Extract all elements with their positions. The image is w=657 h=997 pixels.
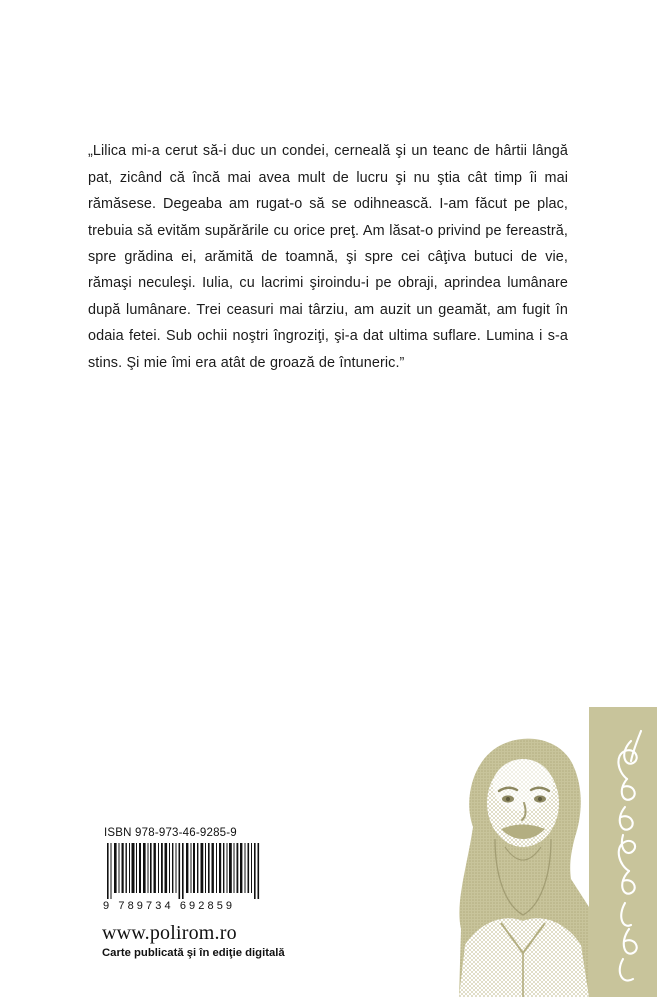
author-portrait	[439, 707, 589, 997]
author-signature-icon	[589, 707, 657, 997]
signature-strip	[589, 707, 657, 997]
barcode	[104, 843, 266, 899]
publisher-url: www.polirom.ro	[102, 922, 237, 944]
publisher-note: Carte publicată şi în ediţie digitală	[102, 947, 285, 959]
isbn-text: ISBN 978-973-46-9285-9	[104, 827, 237, 839]
barcode-icon	[104, 843, 266, 899]
barcode-digits: 9 789734 692859	[103, 900, 236, 912]
portrait-engraving-icon	[439, 707, 589, 997]
blurb-text: „Lilica mi-a cerut să-i duc un condei, cerneală şi un teanc de hârtii lângă pat, zicând că încă mai avea mult de lucru şi nu ştia cât timp îi mai rămăsese. Degeaba am rugat-o să se odihnească. I-am făcut pe plac, trebuia să evităm supărările cu orice preţ. Am lăsat-o privind pe fereastră, spre grădina ei, arămită de toamnă, şi spre cei câţiva butuci de vie, rămaşi neculeşi. Iulia, cu lacrimi şiroindu-i pe obraji, aprindea lumânare după lumânare. Trei ceasuri mai târziu, am auzit un geamăt, am fugit în odaia fetei. Sub ochii noştri îngroziţi, şi-a dat ultima suflare. Lumina i s-a stins. Şi mie îmi era atât de groază de întuneric.”	[88, 143, 568, 371]
isbn-block	[100, 827, 320, 959]
